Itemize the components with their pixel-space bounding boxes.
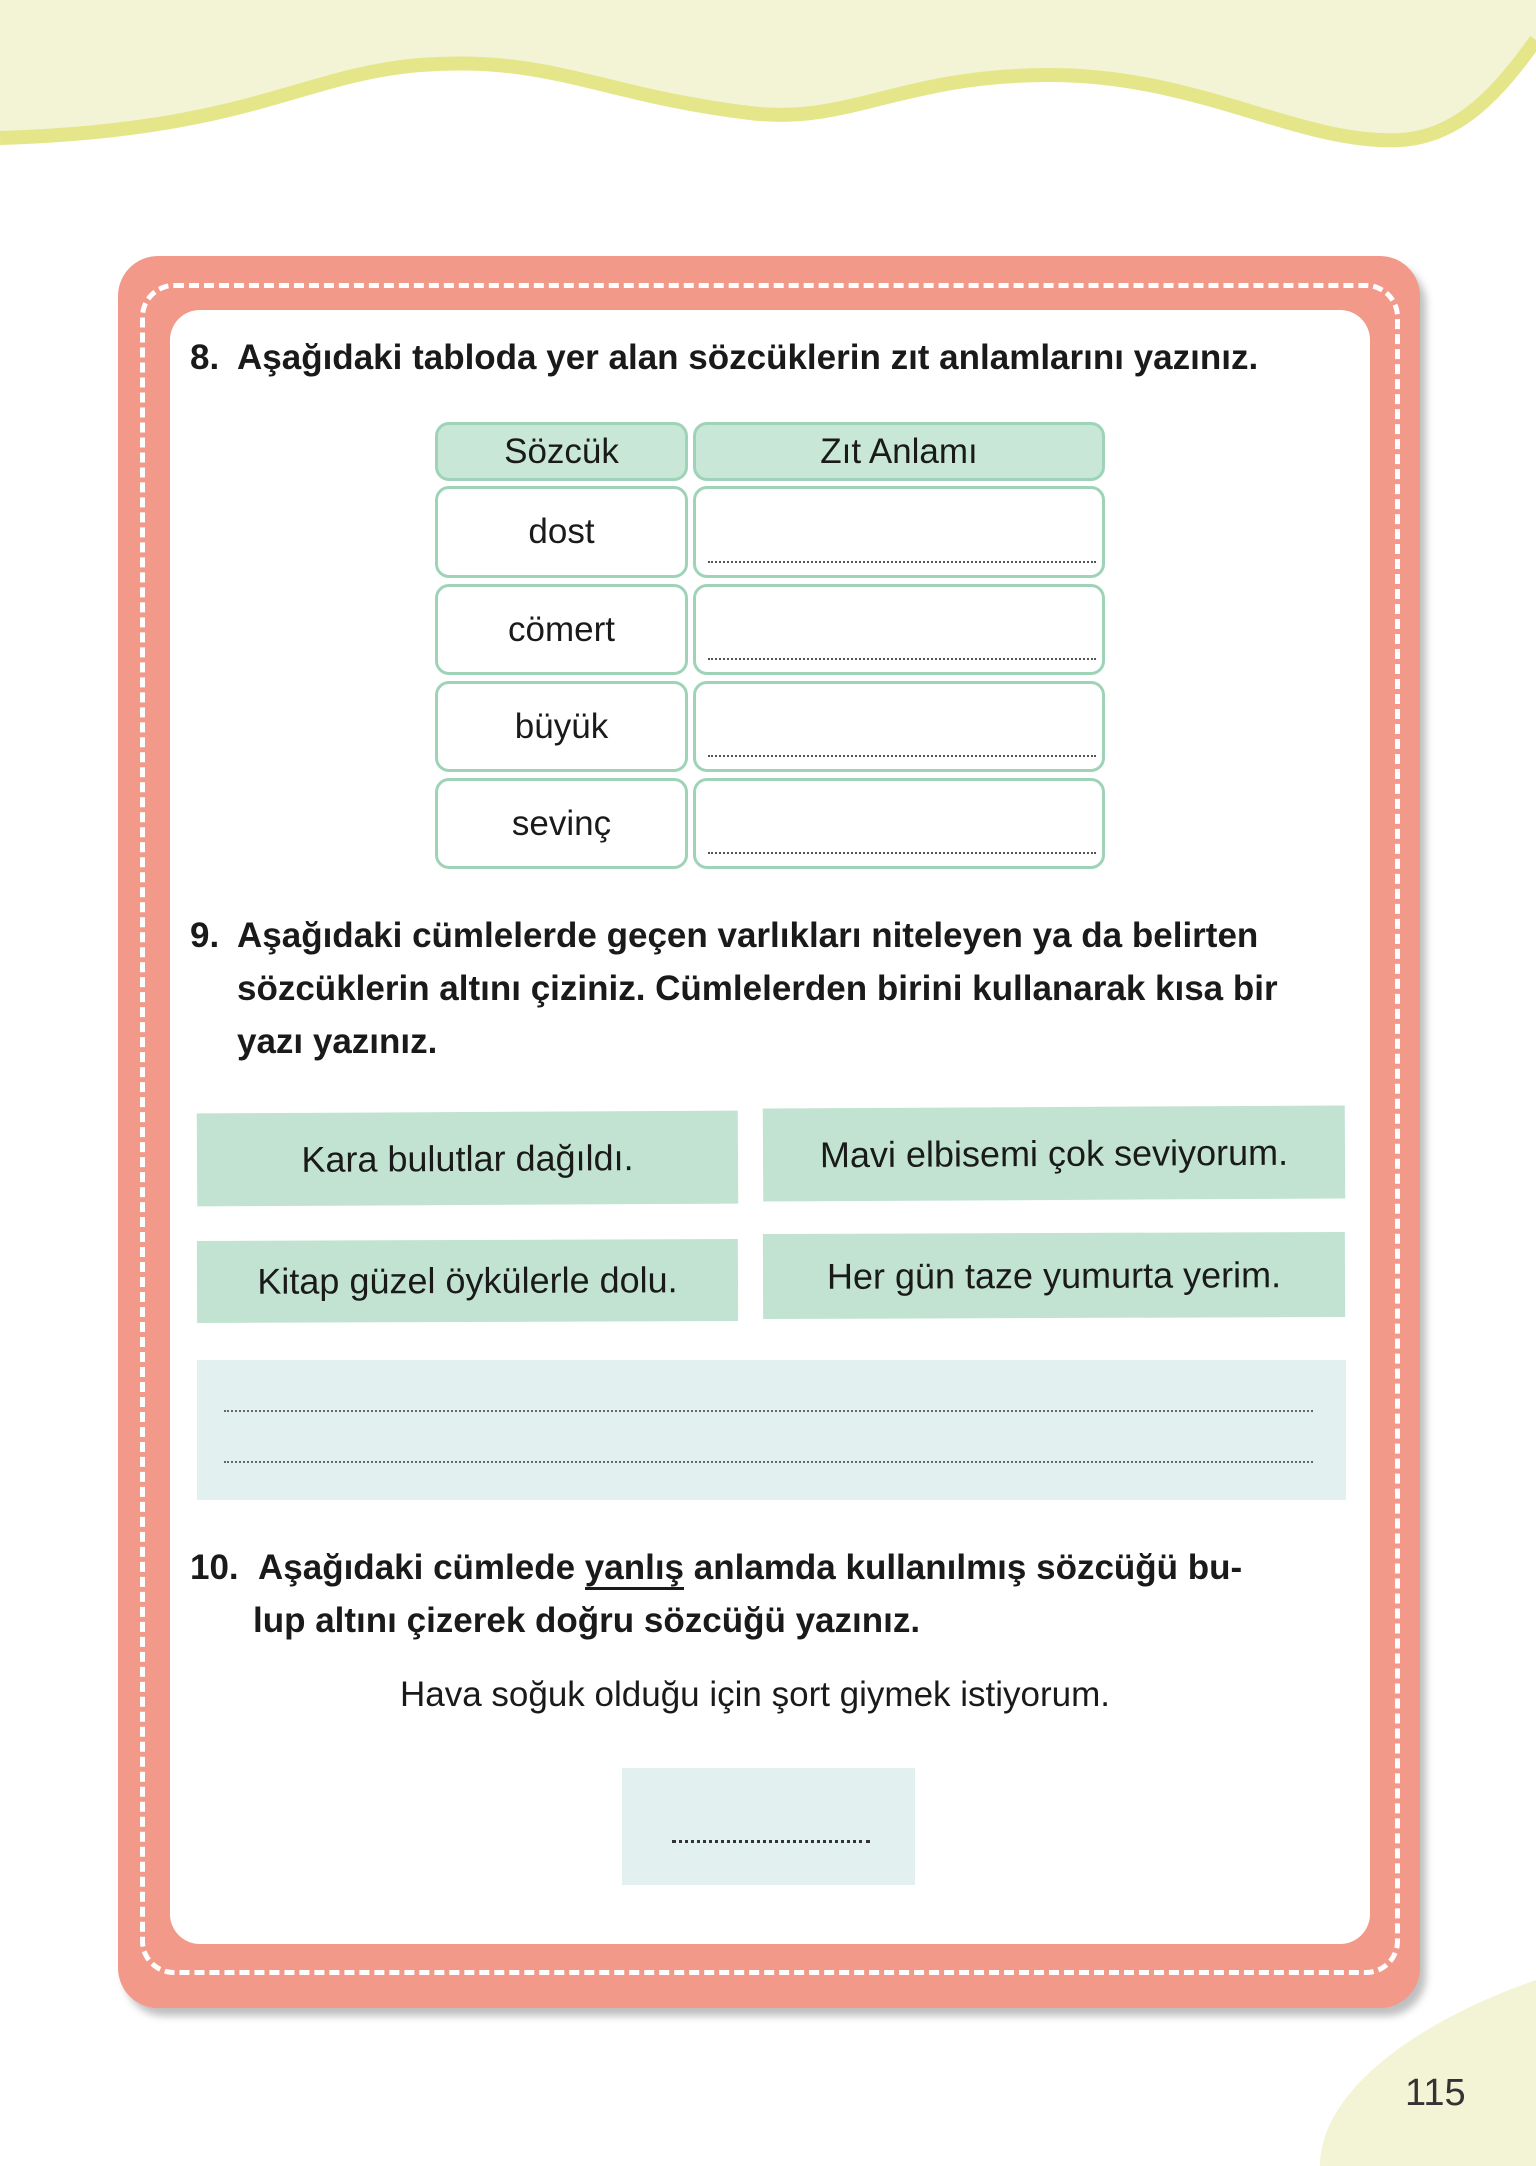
- header-zit-anlami: Zıt Anlamı: [693, 422, 1105, 481]
- answer-line[interactable]: [672, 1840, 870, 1843]
- sentence-strip[interactable]: Mavi elbisemi çok seviyorum.: [763, 1105, 1345, 1201]
- answer-cell[interactable]: [693, 584, 1105, 675]
- q9-line: sözcüklerin altını çiziniz. Cümlelerden birini kullanarak kısa bir: [237, 969, 1278, 1008]
- q10-answer-box[interactable]: [622, 1768, 915, 1885]
- q9-line: Aşağıdaki cümlelerde geçen varlıkları niteleyen ya da belirten: [237, 916, 1259, 955]
- q8-number: 8.: [190, 338, 220, 377]
- q9-number: 9.: [190, 916, 220, 955]
- q10-line2: lup altını çizerek doğru sözcüğü yazınız.: [253, 1601, 921, 1640]
- sentence-strip[interactable]: Her gün taze yumurta yerim.: [763, 1232, 1345, 1319]
- q10-number: 10.: [190, 1548, 239, 1587]
- page-number: 115: [1405, 2072, 1466, 2114]
- underlined-word: yanlış: [585, 1548, 684, 1590]
- word-cell: dost: [435, 486, 688, 578]
- q10-line1: Aşağıdaki cümlede yanlış anlamda kullanılmış sözcüğü bu-: [258, 1541, 1242, 1594]
- answer-line[interactable]: [224, 1461, 1313, 1463]
- q10-sentence[interactable]: Hava soğuk olduğu için şort giymek istiyorum.: [399, 1675, 1110, 1714]
- top-wave-decoration: [0, 0, 1536, 160]
- answer-cell[interactable]: [693, 486, 1105, 578]
- answer-line[interactable]: [224, 1410, 1313, 1412]
- answer-cell[interactable]: [693, 778, 1105, 869]
- word-cell: büyük: [435, 681, 688, 772]
- header-sozcuk: Sözcük: [435, 422, 688, 481]
- q9-line: yazı yazınız.: [237, 1022, 438, 1061]
- q8-text: Aşağıdaki tabloda yer alan sözcüklerin zıt anlamlarını yazınız.: [237, 338, 1259, 377]
- answer-cell[interactable]: [693, 681, 1105, 772]
- sentence-strip[interactable]: Kara bulutlar dağıldı.: [197, 1111, 738, 1207]
- writing-area[interactable]: [197, 1360, 1346, 1500]
- word-cell: cömert: [435, 584, 688, 675]
- word-cell: sevinç: [435, 778, 688, 869]
- sentence-strip[interactable]: Kitap güzel öykülerle dolu.: [197, 1239, 738, 1323]
